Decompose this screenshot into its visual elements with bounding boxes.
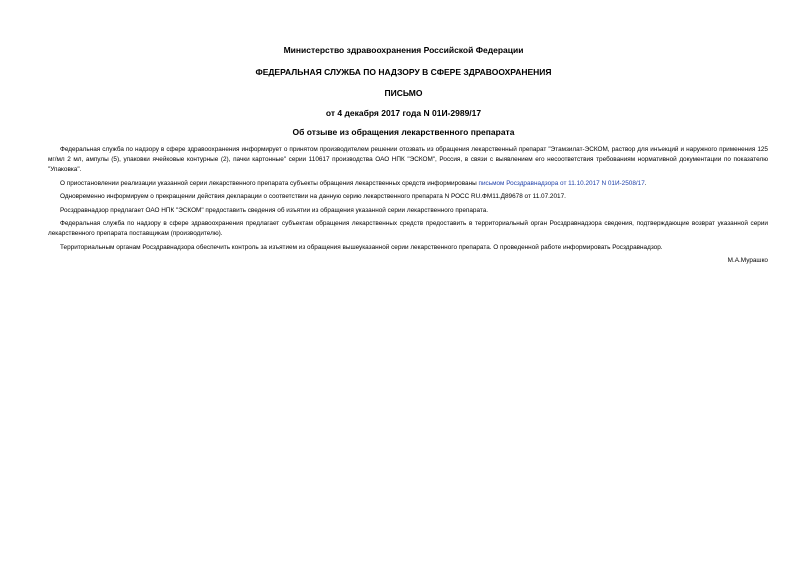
reference-letter-link[interactable]: письмом Росздравнадзора от 11.10.2017 N 01И-2508/17 (478, 179, 645, 187)
document-date-number: от 4 декабря 2017 года N 01И-2989/17 (325, 108, 482, 118)
document-body (48, 145, 768, 266)
paragraph-suspension-end: . (644, 179, 647, 187)
document-type: ПИСЬМО (384, 88, 423, 98)
paragraph-subjects-request: Федеральная служба по надзору в сфере здравоохранения предлагает субъектам обращения лекарственных средств предоставить в территориальный орган Росздравнадзора сведения, подтверждающие возврат указанной серии лекарственного препарата поставщикам (производителю). (48, 219, 768, 238)
service-name: ФЕДЕРАЛЬНАЯ СЛУЖБА ПО НАДЗОРУ В СФЕРЕ ЗДРАВООХРАНЕНИЯ (255, 67, 552, 77)
paragraph-suspension (48, 179, 768, 189)
paragraph-declaration: Одновременно информируем о прекращении действия декларации о соответствии на данную серию лекарственного препарата N РОСС RU.ФМ11.Д89678 от 11.07.2017. (60, 193, 566, 201)
signature: М.А.Мурашко (727, 256, 768, 264)
paragraph-territorial-control: Территориальным органам Росздравнадзора обеспечить контроль за изъятием из обращения вышеуказанной серии лекарственного препарата. О проведенной работе информировать Росздравнадзор. (60, 243, 663, 251)
paragraph-manufacturer-request: Росздравнадзор предлагает ОАО НПК "ЭСКОМ" предоставить сведения об изъятии из обращения указанной серии лекарственного препарата. (60, 206, 489, 214)
paragraph-recall-notice: Федеральная служба по надзору в сфере здравоохранения информирует о принятом производителем решении отозвать из обращения лекарственный препарат "Этамзилат-ЭСКОМ, раствор для инъекций и наружного применения 125 мг/мл 2 мл, ампулы (5), упаковки ячейковые контурные (2), пачки картонные" серии 110617 производства ОАО НПК "ЭСКОМ", Россия, в связи с выявлением его несоответствия требованиям нормативной документации по показателю "Упаковка". (48, 146, 768, 174)
ministry-name: Министерство здравоохранения Российской Федерации (283, 45, 524, 55)
paragraph-suspension-text: О приостановлении реализации указанной серии лекарственного препарата субъекты обращения лекарственных средств информированы (60, 179, 479, 187)
document-subject: Об отзыве из обращения лекарственного препарата (292, 127, 515, 137)
